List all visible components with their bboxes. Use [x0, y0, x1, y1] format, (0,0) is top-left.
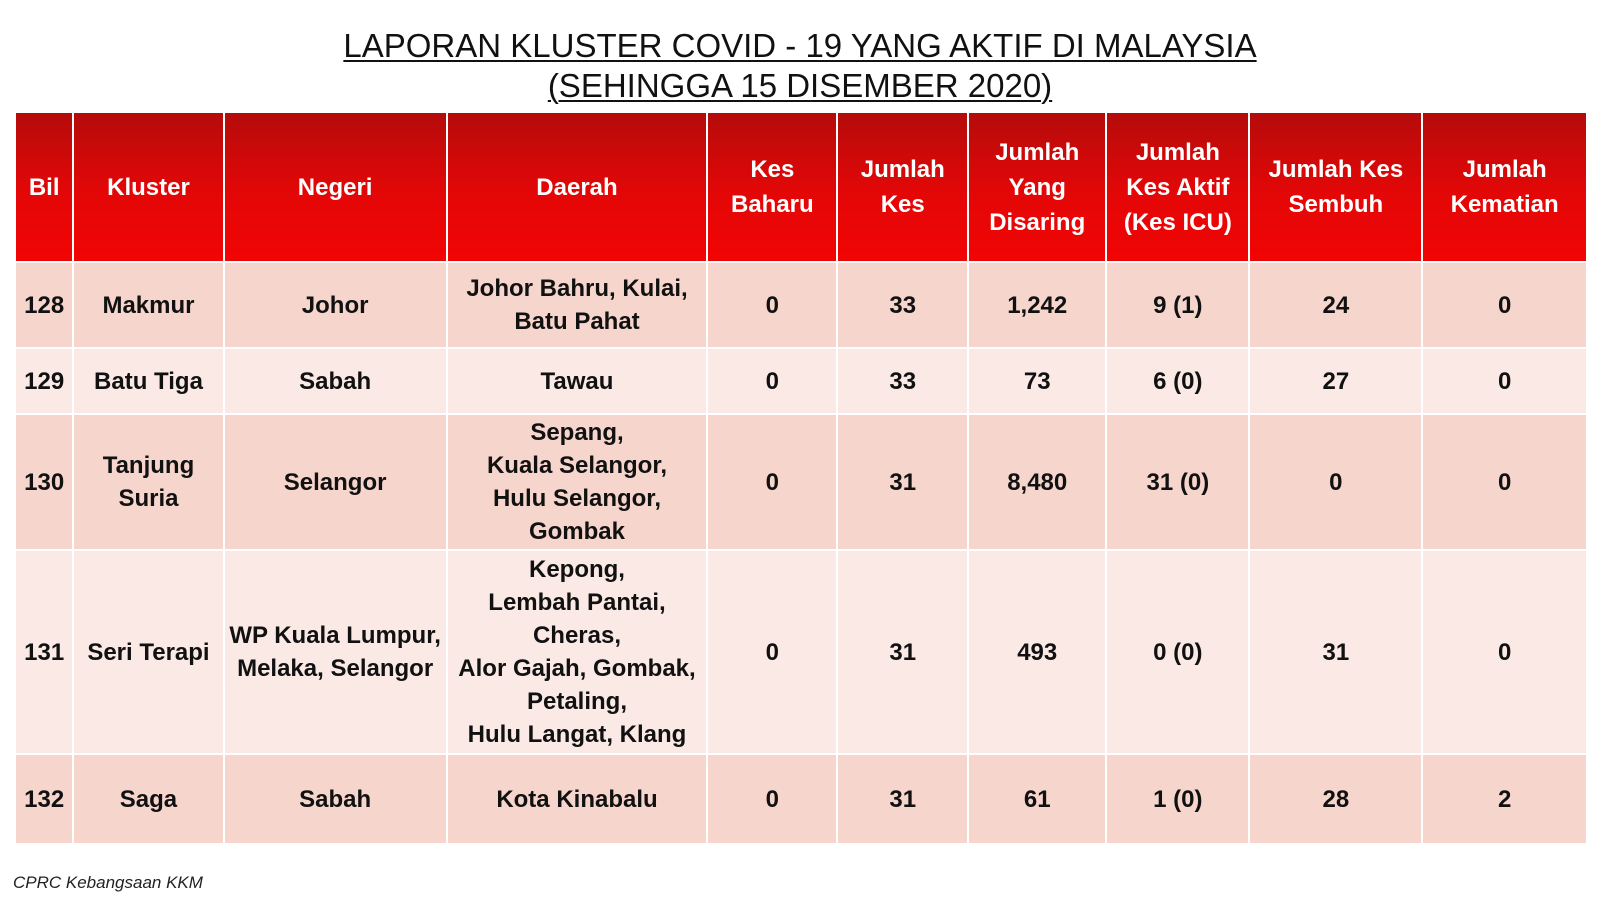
table-header-row [15, 112, 1587, 262]
cell-kes-aktif: 9 (1) [1106, 262, 1249, 348]
cell-kluster: Tanjung Suria [73, 414, 223, 550]
cell-kes-baharu: 0 [707, 550, 837, 754]
header-jumlah-disaring: Jumlah Yang Disaring [968, 112, 1106, 262]
cell-kematian: 0 [1422, 348, 1587, 414]
cell-daerah: Sepang, Kuala Selangor, Hulu Selangor, Gombak [447, 414, 708, 550]
cell-kes-baharu: 0 [707, 262, 837, 348]
cell-kematian: 0 [1422, 414, 1587, 550]
cell-kes-sembuh: 24 [1249, 262, 1422, 348]
cell-jumlah-disaring: 61 [968, 754, 1106, 844]
cell-kematian: 2 [1422, 754, 1587, 844]
cell-jumlah-kes: 31 [837, 754, 968, 844]
header-kluster: Kluster [73, 112, 223, 262]
cell-kluster: Saga [73, 754, 223, 844]
table-row [15, 348, 1587, 414]
cell-jumlah-disaring: 1,242 [968, 262, 1106, 348]
cell-kes-sembuh: 0 [1249, 414, 1422, 550]
cell-daerah: Johor Bahru, Kulai, Batu Pahat [447, 262, 708, 348]
cell-kes-aktif: 0 (0) [1106, 550, 1249, 754]
header-kematian: Jumlah Kematian [1422, 112, 1587, 262]
cell-bil: 130 [15, 414, 73, 550]
cell-kes-aktif: 31 (0) [1106, 414, 1249, 550]
cell-kluster: Seri Terapi [73, 550, 223, 754]
cell-kluster: Batu Tiga [73, 348, 223, 414]
cell-bil: 129 [15, 348, 73, 414]
cell-kes-sembuh: 28 [1249, 754, 1422, 844]
header-kes-sembuh: Jumlah Kes Sembuh [1249, 112, 1422, 262]
table-row [15, 754, 1587, 844]
header-bil: Bil [15, 112, 73, 262]
cell-bil: 131 [15, 550, 73, 754]
cell-bil: 132 [15, 754, 73, 844]
source-footer: CPRC Kebangsaan KKM [13, 873, 203, 892]
cluster-table [14, 111, 1588, 845]
header-kes-baharu: Kes Baharu [707, 112, 837, 262]
cell-daerah: Tawau [447, 348, 708, 414]
cell-negeri: WP Kuala Lumpur, Melaka, Selangor [224, 550, 447, 754]
header-daerah: Daerah [447, 112, 708, 262]
cell-jumlah-kes: 31 [837, 414, 968, 550]
cell-negeri: Selangor [224, 414, 447, 550]
report-title-line2: (SEHINGGA 15 DISEMBER 2020) [547, 67, 1053, 104]
cell-jumlah-kes: 33 [837, 348, 968, 414]
table-row [15, 550, 1587, 754]
cell-kematian: 0 [1422, 262, 1587, 348]
header-kes-aktif: Jumlah Kes Aktif (Kes ICU) [1106, 112, 1249, 262]
cell-jumlah-disaring: 8,480 [968, 414, 1106, 550]
header-negeri: Negeri [224, 112, 447, 262]
table-row [15, 262, 1587, 348]
cell-kes-baharu: 0 [707, 414, 837, 550]
cell-negeri: Sabah [224, 754, 447, 844]
cell-daerah: Kepong, Lembah Pantai, Cheras, Alor Gajah, Gombak, Petaling, Hulu Langat, Klang [447, 550, 708, 754]
cell-jumlah-disaring: 73 [968, 348, 1106, 414]
report-title-line1: LAPORAN KLUSTER COVID - 19 YANG AKTIF DI MALAYSIA [343, 27, 1257, 64]
cell-kematian: 0 [1422, 550, 1587, 754]
cell-jumlah-disaring: 493 [968, 550, 1106, 754]
header-jumlah-kes: Jumlah Kes [837, 112, 968, 262]
cell-kes-baharu: 0 [707, 754, 837, 844]
cell-kes-baharu: 0 [707, 348, 837, 414]
cell-kes-aktif: 6 (0) [1106, 348, 1249, 414]
cell-kes-aktif: 1 (0) [1106, 754, 1249, 844]
cell-jumlah-kes: 31 [837, 550, 968, 754]
cell-negeri: Sabah [224, 348, 447, 414]
cell-kes-sembuh: 27 [1249, 348, 1422, 414]
cell-kes-sembuh: 31 [1249, 550, 1422, 754]
report-title [0, 26, 1600, 106]
cell-kluster: Makmur [73, 262, 223, 348]
cell-jumlah-kes: 33 [837, 262, 968, 348]
cell-daerah: Kota Kinabalu [447, 754, 708, 844]
cell-bil: 128 [15, 262, 73, 348]
table-row [15, 414, 1587, 550]
cell-negeri: Johor [224, 262, 447, 348]
